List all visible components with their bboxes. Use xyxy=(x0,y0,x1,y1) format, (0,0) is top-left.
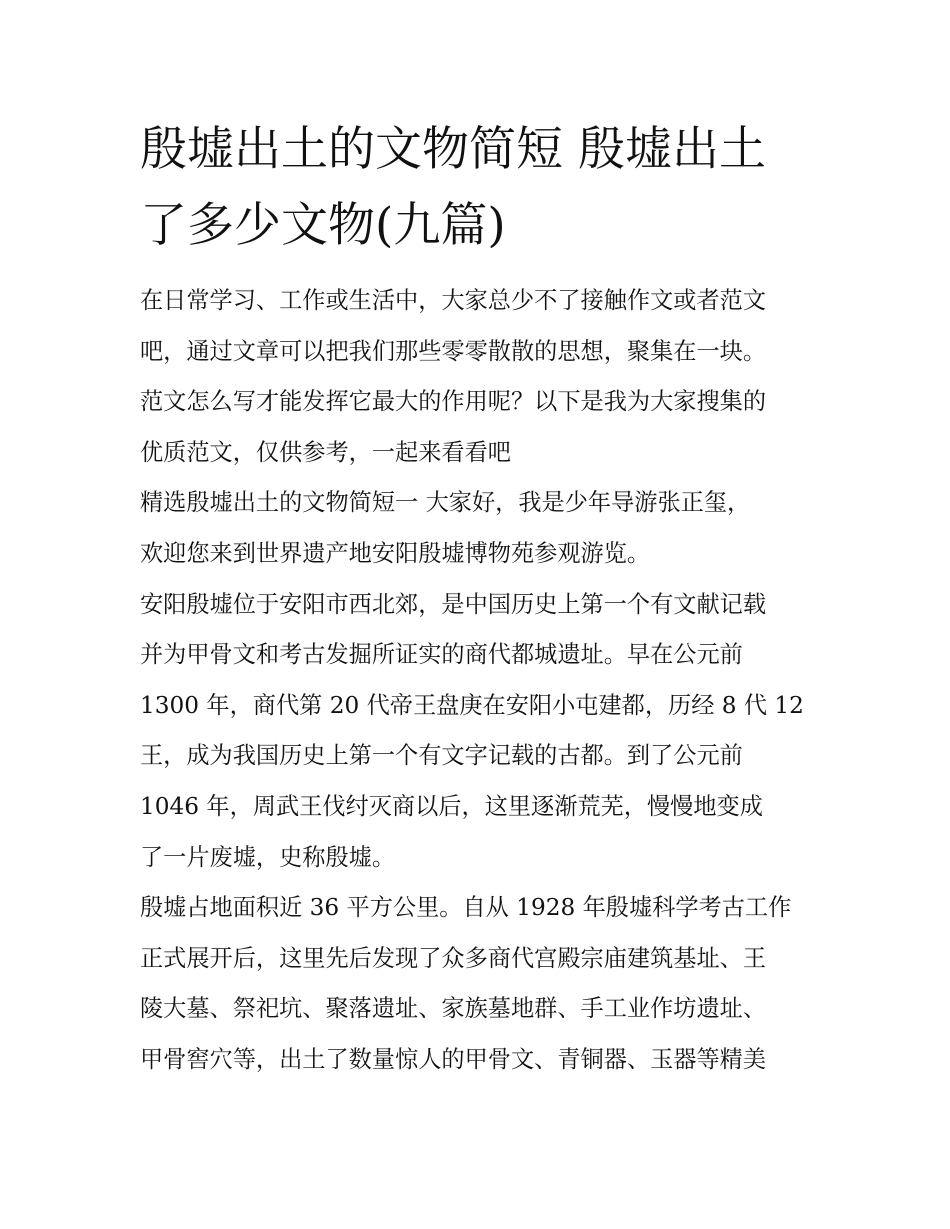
intro-paragraph: 在日常学习、工作或生活中，大家总少不了接触作文或者范文 吧，通过文章可以把我们那些零零散散的思想，聚集在一块。 范文怎么写才能发挥它最大的作用呢？以下是我为大家搜集的 优质范文，仅供参考，一起来看看吧 xyxy=(140,287,767,466)
document-body xyxy=(140,276,820,1086)
greeting-paragraph: 精选殷墟出土的文物简短一 大家好，我是少年导游张正玺， 欢迎您来到世界遗产地安阳殷墟博物苑参观游览。 xyxy=(140,489,751,567)
document-title: 殷墟出土的文物简短 殷墟出土 了多少文物(九篇) xyxy=(140,122,766,253)
history-paragraph: 安阳殷墟位于安阳市西北郊，是中国历史上第一个有文献记载 并为甲骨文和考古发掘所证实的商代都城遗址。早在公元前 1300 年，商代第 20 代帝王盘庚在安阳小屯建都，历经 8 代 12 王，成为我国历史上第一个有文字记载的古都。到了公元前 1046 年，周武王伐纣灭商以后，这里逐渐荒芜，慢慢地变成 了一片废墟，史称殷墟。 xyxy=(140,590,804,871)
excavation-paragraph: 殷墟占地面积近 36 平方公里。自从 1928 年殷墟科学考古工作 正式展开后，这里先后发现了众多商代宫殿宗庙建筑基址、王 陵大墓、祭祀坑、聚落遗址、家族墓地群、手工业作坊遗址、 甲骨窖穴等，出土了数量惊人的甲骨文、青铜器、玉器等精美 xyxy=(140,894,792,1073)
